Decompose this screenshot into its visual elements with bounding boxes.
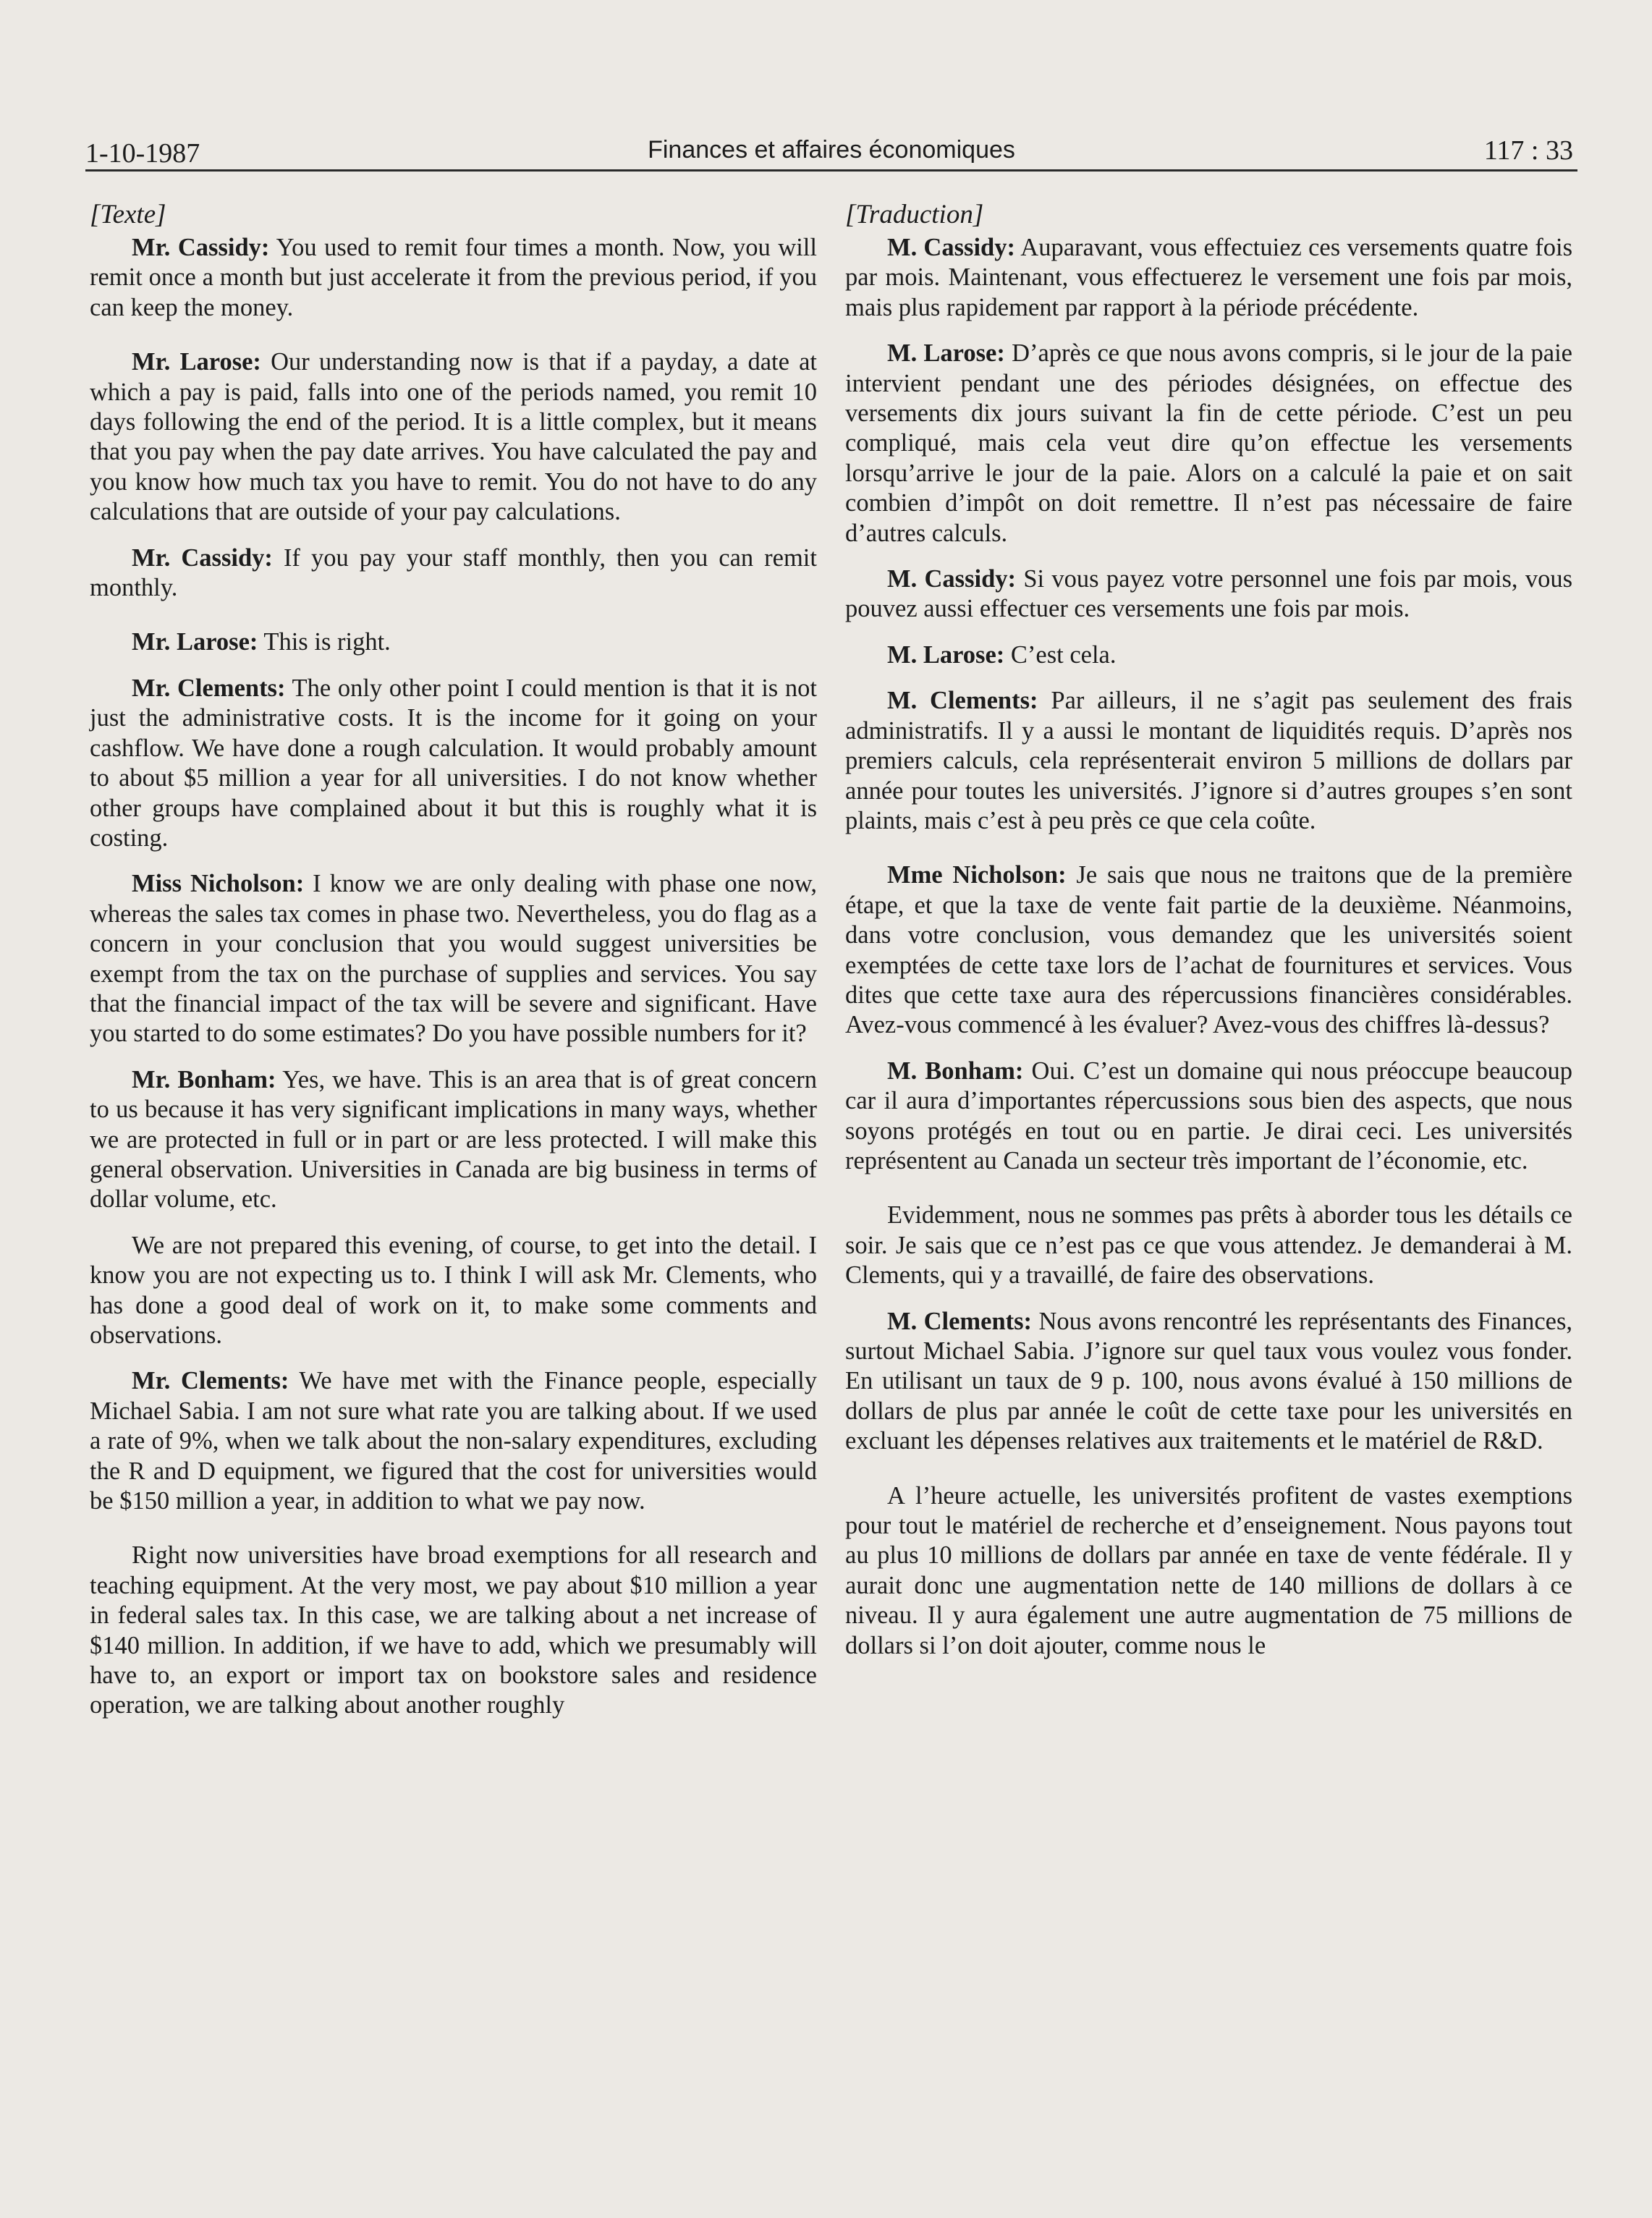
paragraph-text: Evidemment, nous ne sommes pas prêts à aborder tous les détails ce soir. Je sais que ce n’est pas ce que vous attendez. Je demanderai à M. Clements, qui y a travaillé, de faire des observations. bbox=[845, 1201, 1572, 1290]
paragraph-text: We are not prepared this evening, of course, to get into the detail. I know you are not expecting us to. I think I will ask Mr. Clements, who has done a good deal of work on it, to make some comments and observations. bbox=[90, 1231, 817, 1349]
speaker-name: Mr. Clements: bbox=[132, 674, 286, 702]
speaker-name: Mme Nicholson: bbox=[887, 861, 1067, 889]
paragraph-text: Je sais que nous ne traitons que de la première étape, et que la taxe de vente fait partie de la deuxième. Néanmoins, dans votre conclusion, vous demandez que les universités soient exemptées de cette taxe lors de l’achat de fournitures et services. Vous dites que cette taxe aura des répercussions financières considérables. Avez-vous commencé à les évaluer? Avez-vous des chiffres là-dessus? bbox=[845, 861, 1572, 1039]
paragraph bbox=[90, 347, 817, 527]
speaker-name: M. Clements: bbox=[887, 1307, 1033, 1335]
paragraph bbox=[90, 543, 817, 604]
speaker-name: M. Cassidy: bbox=[887, 234, 1015, 261]
paragraph-text: Si vous payez votre personnel une fois par mois, vous pouvez aussi effectuer ces versements une fois par mois. bbox=[845, 565, 1572, 623]
paragraph-text: C’est cela. bbox=[1004, 640, 1117, 669]
paragraph bbox=[845, 564, 1572, 625]
paragraph-text: Yes, we have. This is an area that is of great concern to us because it has very significant implications in many ways, whether we are protected in full or in part or are less protected. I will make this general observation. Universities in Canada are big business in terms of dollar volume, etc. bbox=[90, 1065, 817, 1214]
speaker-name: M. Bonham: bbox=[887, 1057, 1024, 1085]
paragraph-text: If you pay your staff monthly, then you can remit monthly. bbox=[90, 543, 817, 602]
speaker-name: Mr. Cassidy: bbox=[132, 543, 273, 572]
speaker-name: Mr. Larose: bbox=[132, 348, 261, 376]
column-label: [Traduction] bbox=[845, 200, 984, 229]
speaker-name: M. Clements: bbox=[887, 687, 1038, 715]
paragraph bbox=[845, 1307, 1572, 1457]
speaker-name: Miss Nicholson: bbox=[132, 870, 305, 898]
paragraph bbox=[845, 233, 1572, 323]
paragraph bbox=[845, 1057, 1572, 1177]
left-column-english bbox=[90, 200, 817, 1737]
paragraph bbox=[90, 233, 817, 323]
paragraph-text: D’après ce que nous avons compris, si le jour de la paie intervient pendant une des périodes désignées, on effectue des versements dix jours suivant la fin de cette période. C’est un peu compliqué, mais cela veut dire qu’on effectue les versements lorsqu’arrive le jour de la paie. Alors on a calculé la paie et on sait combien d’impôt on doit remettre. Il n’est pas nécessaire de faire d’autres calculs. bbox=[845, 339, 1572, 547]
header-page-number: 117 : 33 bbox=[1483, 135, 1573, 166]
paragraph bbox=[90, 1366, 817, 1516]
paragraph-text: Par ailleurs, il ne s’agit pas seulement des frais administratifs. Il y a aussi le montant de liquidités requis. D’après nos premiers calculs, cela représenterait environ 5 millions de dollars par année pour toutes les universités. J’ignore si d’autres groupes s’en sont plaints, mais c’est à peu près ce que cela coûte. bbox=[845, 687, 1572, 834]
page-header bbox=[85, 135, 1577, 172]
speaker-name: M. Larose: bbox=[887, 339, 1005, 368]
speaker-name: M. Cassidy: bbox=[887, 565, 1017, 593]
paragraph-text: I know we are only dealing with phase one now, whereas the sales tax comes in phase two. Nevertheless, you do flag as a concern in your conclusion that you would suggest universities be exempt from the tax on the purchase of supplies and services. You say that the financial impact of the tax will be severe and significant. Have you started to do some estimates? Do you have possible numbers for it? bbox=[90, 870, 817, 1048]
right-column-french bbox=[845, 200, 1572, 1677]
speaker-name: Mr. Bonham: bbox=[132, 1065, 276, 1093]
paragraph bbox=[845, 640, 1572, 670]
paragraph bbox=[90, 869, 817, 1049]
paragraph-text: We have met with the Finance people, especially Michael Sabia. I am not sure what rate you are talking about. If we used a rate of 9%, when we talk about the non-salary expenditures, excluding the R and D equipment, we figured that the cost for universities would be $150 million a year, in addition to what we pay now. bbox=[90, 1367, 817, 1515]
paragraph bbox=[90, 674, 817, 853]
paragraph-text: Our understanding now is that if a payday, a date at which a pay is paid, falls into one of the periods named, you remit 10 days following the end of the period. It is a little complex, but it means that you pay when the pay date arrives. You have calculated the pay and you know how much tax you have to remit. You do not have to do any calculations that are outside of your pay calculations. bbox=[90, 348, 817, 526]
paragraph-text: Nous avons rencontré les représentants des Finances, surtout Michael Sabia. J’ignore sur quel taux vous voulez vous fonder. En utilisant un taux de 9 p. 100, nous avons évalué à 150 millions de dollars de plus par année le coût de cette taxe pour les universités en excluant les dépenses relatives aux traitements et le matériel de R&D. bbox=[845, 1307, 1572, 1455]
column-label: [Texte] bbox=[90, 200, 166, 229]
paragraph bbox=[845, 860, 1572, 1040]
paragraph bbox=[90, 1231, 817, 1351]
paragraph bbox=[90, 1541, 817, 1720]
paragraph bbox=[845, 1481, 1572, 1661]
speaker-name: M. Larose: bbox=[887, 640, 1005, 669]
header-date: 1-10-1987 bbox=[85, 138, 200, 169]
header-title: Finances et affaires économiques bbox=[648, 136, 1015, 164]
paragraph-text: Right now universities have broad exemptions for all research and teaching equipment. At the very most, we pay about $10 million a year in federal sales tax. In this case, we are talking about a net increase of $140 million. In addition, if we have to add, which we presumably will have to, an export or import tax on bookstore sales and residence operation, we are talking about another roughly bbox=[90, 1541, 817, 1719]
paragraph bbox=[845, 686, 1572, 836]
paragraph bbox=[90, 1065, 817, 1215]
paragraph-text: Oui. C’est un domaine qui nous préoccupe beaucoup car il aura d’importantes répercussions sous bien des aspects, que nous soyons protégés en tout ou en partie. Je dirai ceci. Les universités représentent au Canada un secteur très important de l’économie, etc. bbox=[845, 1057, 1572, 1174]
paragraph-text: You used to remit four times a month. Now, you will remit once a month but just accelerate it from the previous period, if you can keep the money. bbox=[90, 234, 817, 321]
paragraph-text: Auparavant, vous effectuiez ces versements quatre fois par mois. Maintenant, vous effectuerez le versement une fois par mois, mais plus rapidement par rapport à la période précédente. bbox=[845, 234, 1572, 321]
paragraph bbox=[90, 627, 817, 657]
speaker-name: Mr. Larose: bbox=[132, 628, 258, 656]
paragraph bbox=[845, 339, 1572, 549]
paragraph-text: The only other point I could mention is that it is not just the administrative costs. It is the income for it going on your cashflow. We have done a rough calculation. It would probably amount to about $5 million a year for all universities. I do not know whether other groups have complained about it but this is roughly what it is costing. bbox=[90, 674, 817, 852]
paragraph bbox=[845, 1201, 1572, 1290]
paragraph-text: This is right. bbox=[258, 628, 391, 656]
paragraph-text: A l’heure actuelle, les universités profitent de vastes exemptions pour tout le matériel de recherche et d’enseignement. Nous payons tout au plus 10 millions de dollars par année en taxe de vente fédérale. Il y aurait donc une augmentation nette de 140 millions de dollars à ce niveau. Il y aura également une autre augmentation de 75 millions de dollars si l’on doit ajouter, comme nous le bbox=[845, 1481, 1572, 1659]
speaker-name: Mr. Clements: bbox=[132, 1367, 289, 1395]
speaker-name: Mr. Cassidy: bbox=[132, 234, 270, 261]
